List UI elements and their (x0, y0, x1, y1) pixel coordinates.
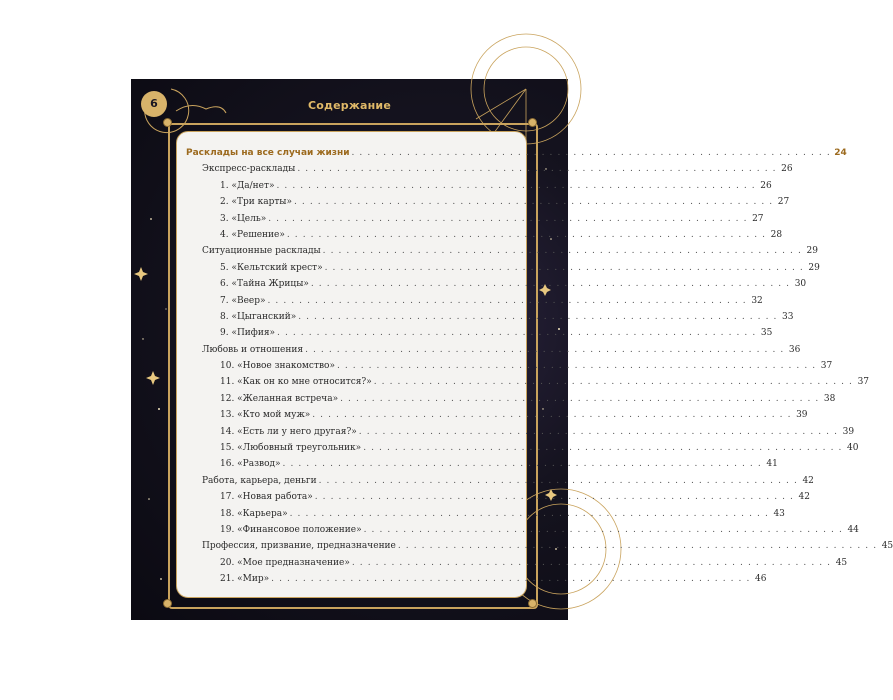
toc-entry-title: 10. «Новое знакомство» (220, 361, 335, 372)
frame-corner-icon (528, 118, 537, 127)
toc-page-number: 30 (794, 279, 807, 290)
toc-page-number: 37 (857, 377, 870, 388)
toc-page-number: 24 (834, 148, 847, 158)
page-header-title: Содержание (308, 99, 391, 112)
toc-page-number: 43 (773, 508, 785, 519)
toc-leader-dots: . . . . . . . . . . . . . . . . . . . . . . . . . . . . . . . . . . . . . . . . . . . . . . . . . . . . . . . . . . . . . (324, 262, 804, 273)
toc-page-number: 40 (847, 443, 859, 454)
toc-page-number: 26 (781, 164, 793, 175)
toc-leader-dots: . . . . . . . . . . . . . . . . . . . . . . . . . . . . . . . . . . . . . . . . . . . . . . . . . . . . . . . . . . . . . (268, 213, 748, 224)
toc-entry-title: 4. «Решение» (220, 229, 285, 240)
page-number-badge: 6 (141, 91, 167, 117)
toc-leader-dots: . . . . . . . . . . . . . . . . . . . . . . . . . . . . . . . . . . . . . . . . . . . . . . . . . . . . . . . . . . . . . (318, 475, 798, 486)
toc-entry-title: 7. «Веер» (220, 295, 266, 306)
toc-entry-title: 6. «Тайна Жрицы» (220, 279, 309, 290)
toc-page-number: 39 (842, 426, 855, 437)
toc-entry-title: 19. «Финансовое положение» (220, 524, 362, 535)
toc-section-heading[interactable] (186, 145, 847, 161)
toc-page-number: 26 (760, 180, 772, 191)
toc-page-number: 39 (796, 410, 808, 421)
toc-entry-title: 5. «Кельтский крест» (220, 262, 323, 273)
toc-leader-dots: . . . . . . . . . . . . . . . . . . . . . . . . . . . . . . . . . . . . . . . . . . . . . . . . . . . . . . . . . . . . . (363, 524, 843, 535)
toc-page-number: 44 (847, 524, 859, 535)
toc-chapter-entry[interactable] (186, 161, 793, 177)
toc-page-number: 28 (770, 229, 783, 240)
toc-chapter-entry[interactable] (186, 342, 801, 358)
toc-page-number: 35 (760, 328, 773, 339)
toc-spread-entry[interactable] (186, 211, 764, 227)
toc-entry-title: 9. «Пифия» (220, 328, 276, 339)
sparkle-star-icon (146, 371, 160, 385)
toc-leader-dots: . . . . . . . . . . . . . . . . . . . . . . . . . . . . . . . . . . . . . . . . . . . . . . . . . . . . . . . . . . . . . (297, 164, 777, 175)
toc-spread-entry[interactable] (186, 489, 810, 505)
toc-page-number: 42 (802, 475, 814, 486)
toc-spread-entry[interactable] (186, 391, 836, 407)
toc-spread-entry[interactable] (186, 178, 772, 194)
toc-entry-title: 20. «Мое предназначение» (220, 557, 350, 568)
toc-page-number: 46 (754, 574, 767, 585)
toc-spread-entry[interactable] (186, 325, 773, 341)
toc-entry-title: 15. «Любовный треугольник» (220, 443, 362, 454)
toc-spread-entry[interactable] (186, 309, 794, 325)
frame-corner-icon (163, 118, 172, 127)
toc-spread-entry[interactable] (186, 276, 807, 292)
toc-entry-title: 18. «Карьера» (220, 508, 288, 519)
toc-spread-entry[interactable] (186, 260, 820, 276)
toc-page-number: 38 (823, 393, 836, 404)
toc-leader-dots: . . . . . . . . . . . . . . . . . . . . . . . . . . . . . . . . . . . . . . . . . . . . . . . . . . . . . . . . . . . . . (293, 197, 774, 208)
table-of-contents (186, 145, 893, 588)
toc-entry-title: 16. «Развод» (220, 459, 281, 470)
toc-leader-dots: . . . . . . . . . . . . . . . . . . . . . . . . . . . . . . . . . . . . . . . . . . . . . . . . . . . . . . . . . . . . . (298, 311, 778, 322)
toc-entry-title: 2. «Три карты» (220, 197, 292, 208)
toc-spread-entry[interactable] (186, 407, 808, 423)
toc-entry-title: 21. «Мир» (220, 574, 270, 585)
toc-spread-entry[interactable] (186, 555, 848, 571)
toc-leader-dots: . . . . . . . . . . . . . . . . . . . . . . . . . . . . . . . . . . . . . . . . . . . . . . . . . . . . . . . . . . . . . (397, 541, 878, 552)
toc-leader-dots: . . . . . . . . . . . . . . . . . . . . . . . . . . . . . . . . . . . . . . . . . . . . . . . . . . . . . . . . . . . . . (340, 393, 820, 404)
toc-entry-title: 1. «Да/нет» (220, 180, 275, 191)
toc-page-number: 36 (788, 344, 801, 355)
toc-entry-title: Экспресс-расклады (202, 164, 296, 175)
frame-corner-icon (528, 599, 537, 608)
toc-leader-dots: . . . . . . . . . . . . . . . . . . . . . . . . . . . . . . . . . . . . . . . . . . . . . . . . . . . . . . . . . . . . . (322, 246, 802, 257)
toc-leader-dots: . . . . . . . . . . . . . . . . . . . . . . . . . . . . . . . . . . . . . . . . . . . . . . . . . . . . . . . . . . . . . (277, 328, 757, 339)
toc-leader-dots: . . . . . . . . . . . . . . . . . . . . . . . . . . . . . . . . . . . . . . . . . . . . . . . . . . . . . . . . . . . . . (289, 508, 769, 519)
toc-spread-entry[interactable] (186, 227, 783, 243)
toc-page-number: 42 (798, 492, 810, 503)
toc-leader-dots: . . . . . . . . . . . . . . . . . . . . . . . . . . . . . . . . . . . . . . . . . . . . . . . . . . . . . . . . . . . . . (373, 377, 854, 388)
toc-leader-dots: . . . . . . . . . . . . . . . . . . . . . . . . . . . . . . . . . . . . . . . . . . . . . . . . . . . . . . . . . . . . . (310, 279, 791, 290)
toc-leader-dots: . . . . . . . . . . . . . . . . . . . . . . . . . . . . . . . . . . . . . . . . . . . . . . . . . . . . . . . . . . . . . (282, 459, 762, 470)
toc-leader-dots: . . . . . . . . . . . . . . . . . . . . . . . . . . . . . . . . . . . . . . . . . . . . . . . . . . . . . . . . . . . . . (351, 148, 831, 158)
toc-spread-entry[interactable] (186, 358, 833, 374)
toc-entry-title: 17. «Новая работа» (220, 492, 313, 503)
toc-spread-entry[interactable] (186, 571, 767, 587)
toc-leader-dots: . . . . . . . . . . . . . . . . . . . . . . . . . . . . . . . . . . . . . . . . . . . . . . . . . . . . . . . . . . . . . (358, 426, 839, 437)
toc-page-number: 45 (835, 557, 848, 568)
toc-spread-entry[interactable] (186, 194, 790, 210)
toc-leader-dots: . . . . . . . . . . . . . . . . . . . . . . . . . . . . . . . . . . . . . . . . . . . . . . . . . . . . . . . . . . . . . (312, 410, 792, 421)
toc-chapter-entry[interactable] (186, 538, 893, 554)
toc-page-number: 27 (777, 197, 790, 208)
toc-leader-dots: . . . . . . . . . . . . . . . . . . . . . . . . . . . . . . . . . . . . . . . . . . . . . . . . . . . . . . . . . . . . . (305, 344, 785, 355)
toc-page-number: 32 (751, 295, 763, 306)
toc-page-number: 37 (820, 361, 833, 372)
toc-leader-dots: . . . . . . . . . . . . . . . . . . . . . . . . . . . . . . . . . . . . . . . . . . . . . . . . . . . . . . . . . . . . . (351, 557, 832, 568)
toc-entry-title: Любовь и отношения (202, 344, 304, 355)
book-page (131, 79, 893, 620)
toc-spread-entry[interactable] (186, 506, 785, 522)
toc-leader-dots: . . . . . . . . . . . . . . . . . . . . . . . . . . . . . . . . . . . . . . . . . . . . . . . . . . . . . . . . . . . . . (271, 574, 751, 585)
toc-spread-entry[interactable] (186, 424, 855, 440)
toc-entry-title: 11. «Как он ко мне относится?» (220, 377, 372, 388)
toc-leader-dots: . . . . . . . . . . . . . . . . . . . . . . . . . . . . . . . . . . . . . . . . . . . . . . . . . . . . . . . . . . . . . (363, 443, 843, 454)
toc-page-number: 29 (808, 262, 820, 273)
toc-spread-entry[interactable] (186, 440, 859, 456)
toc-chapter-entry[interactable] (186, 473, 814, 489)
toc-spread-entry[interactable] (186, 374, 870, 390)
toc-chapter-entry[interactable] (186, 243, 818, 259)
toc-entry-title: Профессия, призвание, предназначение (202, 541, 396, 552)
toc-spread-entry[interactable] (186, 522, 859, 538)
frame-corner-icon (163, 599, 172, 608)
toc-entry-title: 8. «Цыганский» (220, 311, 297, 322)
toc-page-number: 45 (881, 541, 893, 552)
toc-entry-title: 14. «Есть ли у него другая?» (220, 426, 357, 437)
toc-page-number: 33 (782, 311, 794, 322)
toc-leader-dots: . . . . . . . . . . . . . . . . . . . . . . . . . . . . . . . . . . . . . . . . . . . . . . . . . . . . . . . . . . . . . (267, 295, 747, 306)
toc-entry-title: 12. «Желанная встреча» (220, 393, 339, 404)
toc-page-number: 29 (806, 246, 818, 257)
toc-entry-title: Работа, карьера, деньги (202, 475, 317, 486)
toc-entry-title: 3. «Цель» (220, 213, 267, 224)
toc-leader-dots: . . . . . . . . . . . . . . . . . . . . . . . . . . . . . . . . . . . . . . . . . . . . . . . . . . . . . . . . . . . . . (286, 229, 767, 240)
toc-spread-entry[interactable] (186, 456, 778, 472)
toc-spread-entry[interactable] (186, 293, 763, 309)
toc-leader-dots: . . . . . . . . . . . . . . . . . . . . . . . . . . . . . . . . . . . . . . . . . . . . . . . . . . . . . . . . . . . . . (336, 361, 817, 372)
toc-page-number: 27 (752, 213, 764, 224)
toc-entry-title: Расклады на все случаи жизни (186, 148, 350, 158)
toc-page-number: 41 (766, 459, 778, 470)
toc-entry-title: Ситуационные расклады (202, 246, 321, 257)
sparkle-star-icon (134, 267, 148, 281)
toc-leader-dots: . . . . . . . . . . . . . . . . . . . . . . . . . . . . . . . . . . . . . . . . . . . . . . . . . . . . . . . . . . . . . (276, 180, 756, 191)
toc-entry-title: 13. «Кто мой муж» (220, 410, 311, 421)
toc-leader-dots: . . . . . . . . . . . . . . . . . . . . . . . . . . . . . . . . . . . . . . . . . . . . . . . . . . . . . . . . . . . . . (314, 492, 794, 503)
